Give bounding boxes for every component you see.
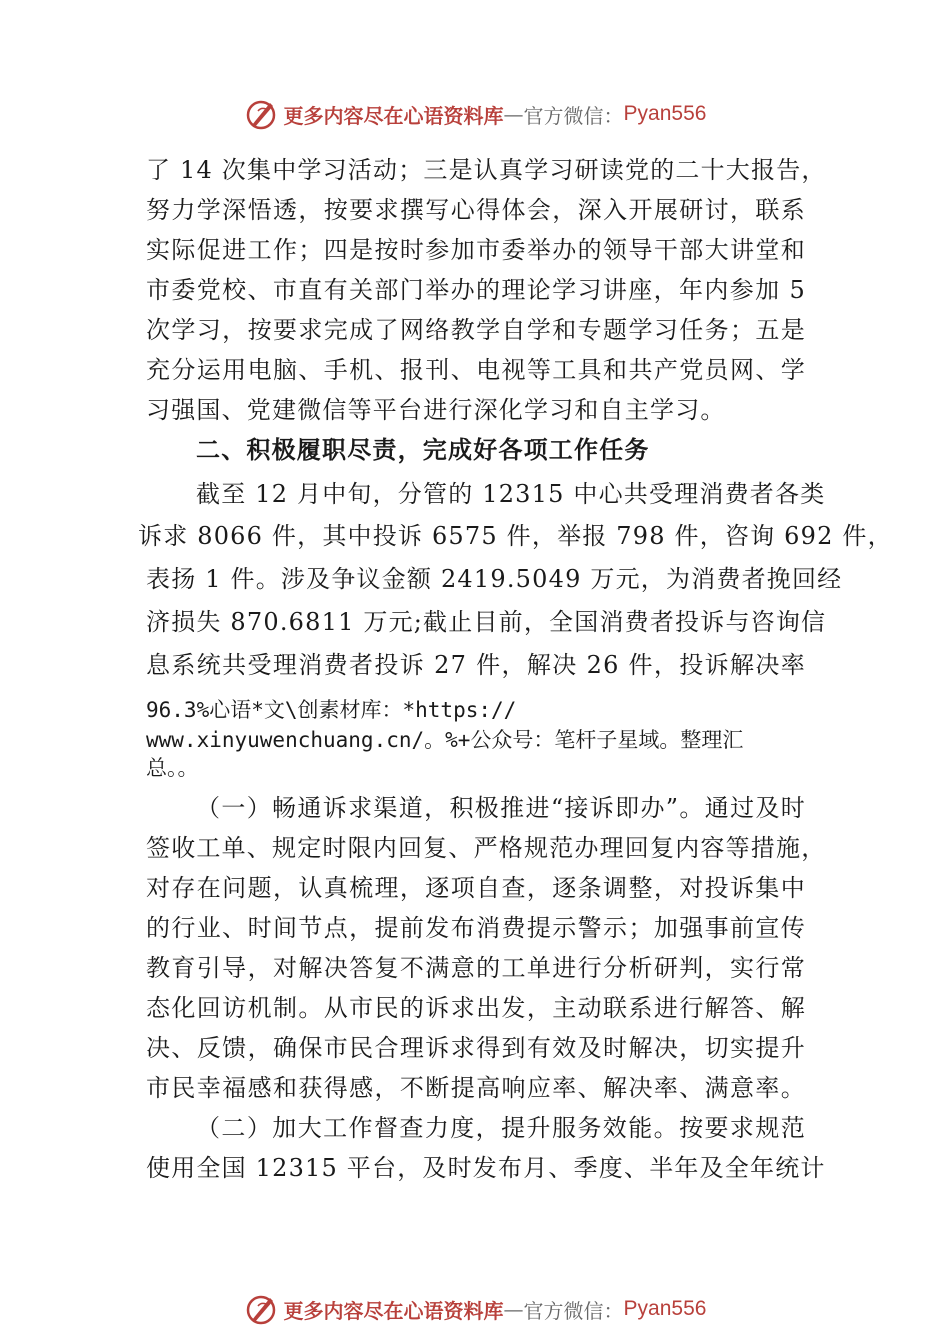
text-line: 努力学深悟透，按要求撰写心得体会，深入开展研讨，联系 <box>146 196 806 224</box>
text-line: 使用全国 12315 平台，及时发布月、季度、半年及全年统计 <box>146 1154 826 1182</box>
text-line: 截至 12 月中旬，分管的 12315 中心共受理消费者各类 <box>196 480 826 508</box>
text-line: 态化回访机制。从市民的诉求出发，主动联系进行解答、解 <box>146 994 806 1022</box>
banner-title: 更多内容尽在心语资料库 <box>283 1298 504 1323</box>
text-line: 96.3%心语*文\创素材库：*https:// <box>146 698 517 722</box>
text-line: 市委党校、市直有关部门举办的理论学习讲座，年内参加 5 <box>146 276 806 304</box>
subsection-line: （一）畅通诉求渠道，积极推进“接诉即办”。通过及时 <box>196 794 806 822</box>
text-line: 签收工单、规定时限内回复、严格规范办理回复内容等措施， <box>146 834 827 862</box>
pen-logo-icon <box>244 1292 278 1326</box>
banner-wechat-label: 官方微信： <box>523 1298 624 1323</box>
text-line: 市民幸福感和获得感，不断提高响应率、解决率、满意率。 <box>146 1074 806 1102</box>
text-line: 诉求 8066 件，其中投诉 6575 件，举报 798 件，咨询 692 件， <box>138 522 893 550</box>
text-line: 充分运用电脑、手机、报刊、电视等工具和共产党员网、学 <box>146 356 806 384</box>
banner-separator: — <box>503 1297 524 1321</box>
banner-separator: — <box>503 102 524 126</box>
banner-wechat-id: Pyan556 <box>623 1297 707 1320</box>
header-banner <box>0 94 950 134</box>
text-line: 息系统共受理消费者投诉 27 件，解决 26 件，投诉解决率 <box>146 651 806 679</box>
banner-title: 更多内容尽在心语资料库 <box>283 103 504 128</box>
text-line: 济损失 870.6811 万元;截止目前，全国消费者投诉与咨询信 <box>146 608 827 636</box>
text-line: 了 14 次集中学习活动；三是认真学习研读党的二十大报告， <box>146 156 827 184</box>
pen-logo-icon <box>244 97 278 131</box>
text-line: 总。。 <box>146 756 199 780</box>
text-line: 次学习，按要求完成了网络教学自学和专题学习任务；五是 <box>146 316 806 344</box>
text-line: 的行业、时间节点，提前发布消费提示警示；加强事前宣传 <box>146 914 806 942</box>
text-line: 习强国、党建微信等平台进行深化学习和自主学习。 <box>146 396 726 424</box>
section-heading: 二、积极履职尽责，完成好各项工作任务 <box>196 435 650 464</box>
text-line: www.xinyuwenchuang.cn/。%+公众号：笔杆子星域。整理汇 <box>146 728 744 752</box>
text-line: 教育引导，对解决答复不满意的工单进行分析研判，实行常 <box>146 954 806 982</box>
footer-banner <box>0 1289 950 1329</box>
text-line: 决、反馈，确保市民合理诉求得到有效及时解决，切实提升 <box>146 1034 806 1062</box>
text-line: 对存在问题，认真梳理，逐项自查，逐条调整，对投诉集中 <box>146 874 806 902</box>
banner-wechat-label: 官方微信： <box>523 103 624 128</box>
text-line: 表扬 1 件。涉及争议金额 2419.5049 万元，为消费者挽回经 <box>146 565 843 593</box>
subsection-line: （二）加大工作督查力度，提升服务效能。按要求规范 <box>196 1114 806 1142</box>
banner-wechat-id: Pyan556 <box>623 102 707 125</box>
text-line: 实际促进工作；四是按时参加市委举办的领导干部大讲堂和 <box>146 236 806 264</box>
